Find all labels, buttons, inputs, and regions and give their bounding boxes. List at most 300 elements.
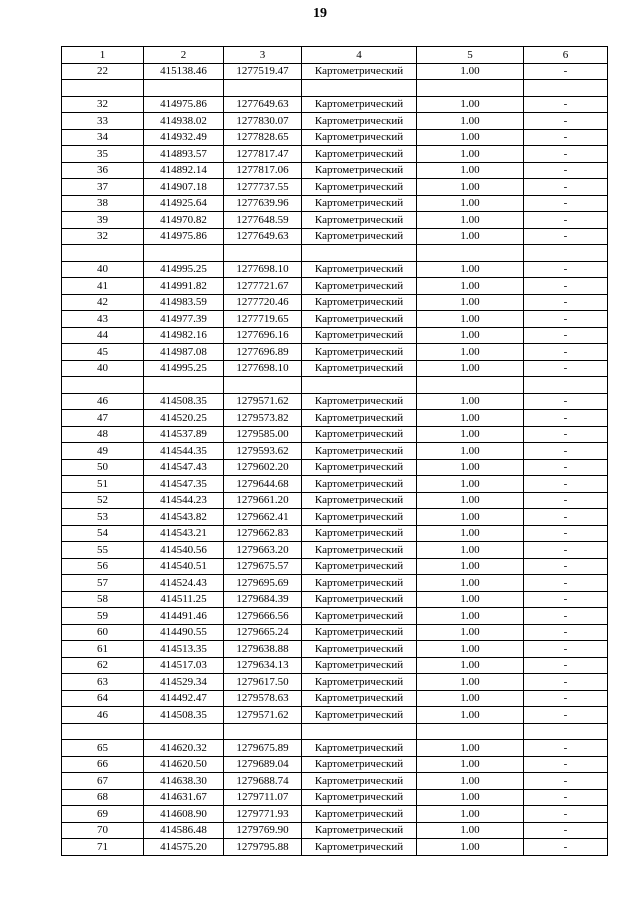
table-row [62, 839, 608, 856]
table-cell: Картометрический [302, 558, 417, 575]
table-cell: 60 [62, 624, 144, 641]
table-cell: 414575.20 [144, 839, 224, 856]
table-cell: 61 [62, 641, 144, 658]
table-cell: Картометрический [302, 311, 417, 328]
table-row [62, 591, 608, 608]
column-header: 2 [144, 47, 224, 64]
table-cell: - [524, 773, 608, 790]
table-cell [62, 80, 144, 97]
table-cell: Картометрический [302, 674, 417, 691]
table-cell: 1279617.50 [224, 674, 302, 691]
table-cell: - [524, 327, 608, 344]
table-cell: Картометрический [302, 162, 417, 179]
table-cell: 1277649.63 [224, 228, 302, 245]
table-row [62, 311, 608, 328]
table-row [62, 657, 608, 674]
table-cell: Картометрический [302, 228, 417, 245]
table-cell: - [524, 575, 608, 592]
table-cell: 46 [62, 707, 144, 724]
table-cell: 1.00 [417, 608, 524, 625]
table-cell: 1279711.07 [224, 789, 302, 806]
table-cell: - [524, 96, 608, 113]
table-row [62, 96, 608, 113]
table-cell: Картометрический [302, 212, 417, 229]
table-row [62, 558, 608, 575]
table-cell: 414608.90 [144, 806, 224, 823]
table-row [62, 426, 608, 443]
table-cell: 414529.34 [144, 674, 224, 691]
table-cell: - [524, 641, 608, 658]
table-cell: 1.00 [417, 443, 524, 460]
table-cell: 1.00 [417, 129, 524, 146]
table-row [62, 146, 608, 163]
table-cell: 1.00 [417, 96, 524, 113]
table-cell: - [524, 179, 608, 196]
table-cell [302, 723, 417, 740]
table-cell: Картометрический [302, 261, 417, 278]
table-cell: 1279688.74 [224, 773, 302, 790]
table-cell: 414543.82 [144, 509, 224, 526]
table-cell: 1279695.69 [224, 575, 302, 592]
table-cell: - [524, 443, 608, 460]
table-cell: Картометрический [302, 294, 417, 311]
table-cell: - [524, 756, 608, 773]
table-cell [417, 80, 524, 97]
table-cell: 32 [62, 228, 144, 245]
table-cell: Картометрический [302, 822, 417, 839]
table-cell: 69 [62, 806, 144, 823]
table-cell: 414893.57 [144, 146, 224, 163]
table-cell: 414540.56 [144, 542, 224, 559]
table-cell: 53 [62, 509, 144, 526]
table-cell: 32 [62, 96, 144, 113]
table-cell: 65 [62, 740, 144, 757]
table-cell: Картометрический [302, 344, 417, 361]
table-cell: 414620.32 [144, 740, 224, 757]
table-cell: 1.00 [417, 63, 524, 80]
table-row [62, 80, 608, 97]
table-cell: 1277721.67 [224, 278, 302, 295]
table-cell: - [524, 311, 608, 328]
table-cell: 1.00 [417, 575, 524, 592]
table-row [62, 723, 608, 740]
table-cell: 1277817.06 [224, 162, 302, 179]
table-cell: 47 [62, 410, 144, 427]
table-cell: - [524, 707, 608, 724]
table-cell: 1.00 [417, 459, 524, 476]
table-cell: 1.00 [417, 839, 524, 856]
table-cell: 1.00 [417, 624, 524, 641]
table-cell: 414987.08 [144, 344, 224, 361]
table-cell: 71 [62, 839, 144, 856]
table-cell: 414520.25 [144, 410, 224, 427]
table-cell: 1.00 [417, 789, 524, 806]
table-cell: - [524, 360, 608, 377]
table-cell [62, 377, 144, 394]
table-row [62, 492, 608, 509]
table-cell: 1279771.93 [224, 806, 302, 823]
table-cell: 46 [62, 393, 144, 410]
table-cell: 1277698.10 [224, 261, 302, 278]
table-cell: 68 [62, 789, 144, 806]
table-cell: 414907.18 [144, 179, 224, 196]
table-cell: 40 [62, 360, 144, 377]
table-row [62, 542, 608, 559]
table-cell: 1277828.65 [224, 129, 302, 146]
table-cell: 42 [62, 294, 144, 311]
table-cell: 1279684.39 [224, 591, 302, 608]
table-row [62, 377, 608, 394]
table-cell: 51 [62, 476, 144, 493]
table-cell [144, 245, 224, 262]
table-row [62, 459, 608, 476]
table-cell: - [524, 492, 608, 509]
table-cell: 66 [62, 756, 144, 773]
table-row [62, 129, 608, 146]
table-cell: - [524, 261, 608, 278]
table-cell: 49 [62, 443, 144, 460]
table-cell: - [524, 591, 608, 608]
table-row [62, 674, 608, 691]
table-cell: 1279675.57 [224, 558, 302, 575]
table-row [62, 690, 608, 707]
table-cell: 1277639.96 [224, 195, 302, 212]
table-cell: 414544.23 [144, 492, 224, 509]
table-cell: 1.00 [417, 674, 524, 691]
table-row [62, 228, 608, 245]
table-cell: Картометрический [302, 96, 417, 113]
table-cell: 414547.35 [144, 476, 224, 493]
table-cell: 414970.82 [144, 212, 224, 229]
table-row [62, 393, 608, 410]
table-cell: Картометрический [302, 740, 417, 757]
column-header: 3 [224, 47, 302, 64]
table-cell: - [524, 113, 608, 130]
table-cell: Картометрический [302, 426, 417, 443]
table-cell: 1.00 [417, 212, 524, 229]
table-cell: - [524, 525, 608, 542]
table-row [62, 740, 608, 757]
table-cell: - [524, 674, 608, 691]
table-cell: 1277696.89 [224, 344, 302, 361]
table-cell: 414524.43 [144, 575, 224, 592]
table-cell: 1.00 [417, 261, 524, 278]
table-cell: 45 [62, 344, 144, 361]
table-cell: 414932.49 [144, 129, 224, 146]
table-cell: 1.00 [417, 509, 524, 526]
table-cell: - [524, 228, 608, 245]
table-cell: 1.00 [417, 542, 524, 559]
table-cell: 1.00 [417, 740, 524, 757]
table-cell: Картометрический [302, 657, 417, 674]
table-cell: 1279585.00 [224, 426, 302, 443]
table-cell: - [524, 195, 608, 212]
table-cell: 1277737.55 [224, 179, 302, 196]
table-cell: 1279578.63 [224, 690, 302, 707]
table-cell: Картометрический [302, 789, 417, 806]
table-cell: 1.00 [417, 806, 524, 823]
table-cell: 414547.43 [144, 459, 224, 476]
table-cell: 1.00 [417, 591, 524, 608]
table-cell: 59 [62, 608, 144, 625]
table-cell: 1.00 [417, 426, 524, 443]
table-cell: 1279663.20 [224, 542, 302, 559]
table-cell: 22 [62, 63, 144, 80]
table-cell: 414938.02 [144, 113, 224, 130]
page-number: 19 [313, 6, 327, 21]
table-cell: Картометрический [302, 113, 417, 130]
table-cell: - [524, 278, 608, 295]
table-cell: 414620.50 [144, 756, 224, 773]
table-cell: - [524, 839, 608, 856]
table-cell [302, 377, 417, 394]
table-cell: 1.00 [417, 162, 524, 179]
table-cell: 1.00 [417, 179, 524, 196]
table-cell: Картометрический [302, 756, 417, 773]
column-header: 5 [417, 47, 524, 64]
table-cell: 1.00 [417, 525, 524, 542]
table-cell: Картометрический [302, 773, 417, 790]
table-cell: 414982.16 [144, 327, 224, 344]
table-cell [417, 723, 524, 740]
table-cell [524, 80, 608, 97]
table-cell: 414492.47 [144, 690, 224, 707]
table-row [62, 245, 608, 262]
table-cell: 34 [62, 129, 144, 146]
table-cell: 52 [62, 492, 144, 509]
table-cell: 39 [62, 212, 144, 229]
table-body [62, 63, 608, 855]
table-cell: 67 [62, 773, 144, 790]
table-row [62, 773, 608, 790]
table-cell: 1.00 [417, 657, 524, 674]
table-cell [224, 377, 302, 394]
table-row [62, 162, 608, 179]
table-cell: 1279795.88 [224, 839, 302, 856]
table-cell: 1279602.20 [224, 459, 302, 476]
table-cell: 1279769.90 [224, 822, 302, 839]
table-cell: - [524, 558, 608, 575]
table-cell: 1.00 [417, 228, 524, 245]
table-cell: 414544.35 [144, 443, 224, 460]
table-row [62, 624, 608, 641]
table-cell: 1277720.46 [224, 294, 302, 311]
table-cell: 1279689.04 [224, 756, 302, 773]
table-cell [417, 377, 524, 394]
table-cell: Картометрический [302, 443, 417, 460]
table-row [62, 806, 608, 823]
column-header: 6 [524, 47, 608, 64]
table-cell: - [524, 608, 608, 625]
table-cell: 1279593.62 [224, 443, 302, 460]
table-cell: Картометрический [302, 129, 417, 146]
table-cell: 1.00 [417, 410, 524, 427]
table-cell: 1279571.62 [224, 393, 302, 410]
table-cell: 1.00 [417, 344, 524, 361]
table-row [62, 641, 608, 658]
table-cell: 414638.30 [144, 773, 224, 790]
table-row [62, 707, 608, 724]
table-cell: 1277648.59 [224, 212, 302, 229]
table-cell: Картометрический [302, 707, 417, 724]
table-cell: 1.00 [417, 558, 524, 575]
table-row [62, 756, 608, 773]
table-cell: 55 [62, 542, 144, 559]
table-cell: - [524, 542, 608, 559]
table-cell: 1.00 [417, 690, 524, 707]
table-cell: 1.00 [417, 113, 524, 130]
table-cell: 414537.89 [144, 426, 224, 443]
table-cell: 70 [62, 822, 144, 839]
table-cell: 1279638.88 [224, 641, 302, 658]
table-cell: 1277817.47 [224, 146, 302, 163]
table-cell: Картометрический [302, 690, 417, 707]
table-cell: 414892.14 [144, 162, 224, 179]
table-row [62, 294, 608, 311]
table-cell [302, 80, 417, 97]
table-cell: - [524, 212, 608, 229]
table-cell: Картометрический [302, 839, 417, 856]
table-cell: Картометрический [302, 327, 417, 344]
table-cell: Картометрический [302, 393, 417, 410]
column-header: 4 [302, 47, 417, 64]
table-cell [224, 80, 302, 97]
table-cell: 1.00 [417, 195, 524, 212]
table-cell: 1279661.20 [224, 492, 302, 509]
table-cell [524, 723, 608, 740]
table-cell: 35 [62, 146, 144, 163]
table-cell: 1.00 [417, 756, 524, 773]
column-header: 1 [62, 47, 144, 64]
table-cell: 414925.64 [144, 195, 224, 212]
table-cell: 1279666.56 [224, 608, 302, 625]
table-cell: Картометрический [302, 525, 417, 542]
table-cell: 1279573.82 [224, 410, 302, 427]
table-cell: 1279662.41 [224, 509, 302, 526]
table-cell: 43 [62, 311, 144, 328]
table-cell [224, 245, 302, 262]
table-row [62, 212, 608, 229]
table-cell: - [524, 162, 608, 179]
table-cell: 1.00 [417, 294, 524, 311]
table-cell: 1.00 [417, 278, 524, 295]
table-cell: 1.00 [417, 822, 524, 839]
table-row [62, 327, 608, 344]
table-cell: - [524, 410, 608, 427]
table-cell: - [524, 789, 608, 806]
table-row [62, 476, 608, 493]
table-row [62, 278, 608, 295]
table-cell: Картометрический [302, 492, 417, 509]
table-cell: - [524, 657, 608, 674]
table-cell [62, 245, 144, 262]
table-cell: 56 [62, 558, 144, 575]
table-cell: 62 [62, 657, 144, 674]
table-cell: Картометрический [302, 476, 417, 493]
table-cell: 1.00 [417, 492, 524, 509]
table-cell [144, 80, 224, 97]
table-cell: 58 [62, 591, 144, 608]
table-cell: - [524, 129, 608, 146]
table-cell: Картометрический [302, 575, 417, 592]
table-cell: - [524, 690, 608, 707]
table-cell: 1.00 [417, 327, 524, 344]
table-cell: 54 [62, 525, 144, 542]
table-cell: 414995.25 [144, 360, 224, 377]
table-cell: 414513.35 [144, 641, 224, 658]
table-row [62, 525, 608, 542]
table-cell: Картометрический [302, 410, 417, 427]
table-cell: 1.00 [417, 707, 524, 724]
table-cell: 414511.25 [144, 591, 224, 608]
table-cell: - [524, 806, 608, 823]
table-cell: 1.00 [417, 393, 524, 410]
table-cell: 414983.59 [144, 294, 224, 311]
table-cell: - [524, 146, 608, 163]
table-cell: 414991.82 [144, 278, 224, 295]
table-cell: 48 [62, 426, 144, 443]
table-row [62, 113, 608, 130]
table-cell: Картометрический [302, 641, 417, 658]
table-cell: 414543.21 [144, 525, 224, 542]
table-cell: Картометрический [302, 509, 417, 526]
table-cell: 37 [62, 179, 144, 196]
table-cell: 414540.51 [144, 558, 224, 575]
table-cell: Картометрический [302, 195, 417, 212]
table-cell: 1277830.07 [224, 113, 302, 130]
table-cell [224, 723, 302, 740]
table-row [62, 443, 608, 460]
table-row [62, 195, 608, 212]
table-cell: 63 [62, 674, 144, 691]
table-cell: 57 [62, 575, 144, 592]
table-cell: 1.00 [417, 476, 524, 493]
table-row [62, 63, 608, 80]
table-cell: Картометрический [302, 542, 417, 559]
table-row [62, 179, 608, 196]
table-row [62, 261, 608, 278]
table-cell: 415138.46 [144, 63, 224, 80]
table-cell: 44 [62, 327, 144, 344]
table-cell: 40 [62, 261, 144, 278]
table-cell: 414490.55 [144, 624, 224, 641]
table-cell: Картометрический [302, 459, 417, 476]
table-cell: 1279571.62 [224, 707, 302, 724]
table-cell: 1.00 [417, 311, 524, 328]
table-cell: Картометрический [302, 146, 417, 163]
table-cell: 1277719.65 [224, 311, 302, 328]
table-row [62, 789, 608, 806]
table-cell: Картометрический [302, 608, 417, 625]
table-cell: - [524, 822, 608, 839]
table-cell: 36 [62, 162, 144, 179]
table-cell: 1279634.13 [224, 657, 302, 674]
table-cell: 1.00 [417, 146, 524, 163]
table-cell [524, 245, 608, 262]
table-cell: - [524, 294, 608, 311]
table-cell: 50 [62, 459, 144, 476]
table-cell: - [524, 393, 608, 410]
table-cell: 38 [62, 195, 144, 212]
coordinates-table [61, 46, 608, 856]
table-cell: 414517.03 [144, 657, 224, 674]
table-cell: 414508.35 [144, 707, 224, 724]
table-cell: 1277696.16 [224, 327, 302, 344]
table-cell: - [524, 63, 608, 80]
table-cell: Картометрический [302, 806, 417, 823]
table-cell [144, 377, 224, 394]
table-cell: 1277519.47 [224, 63, 302, 80]
